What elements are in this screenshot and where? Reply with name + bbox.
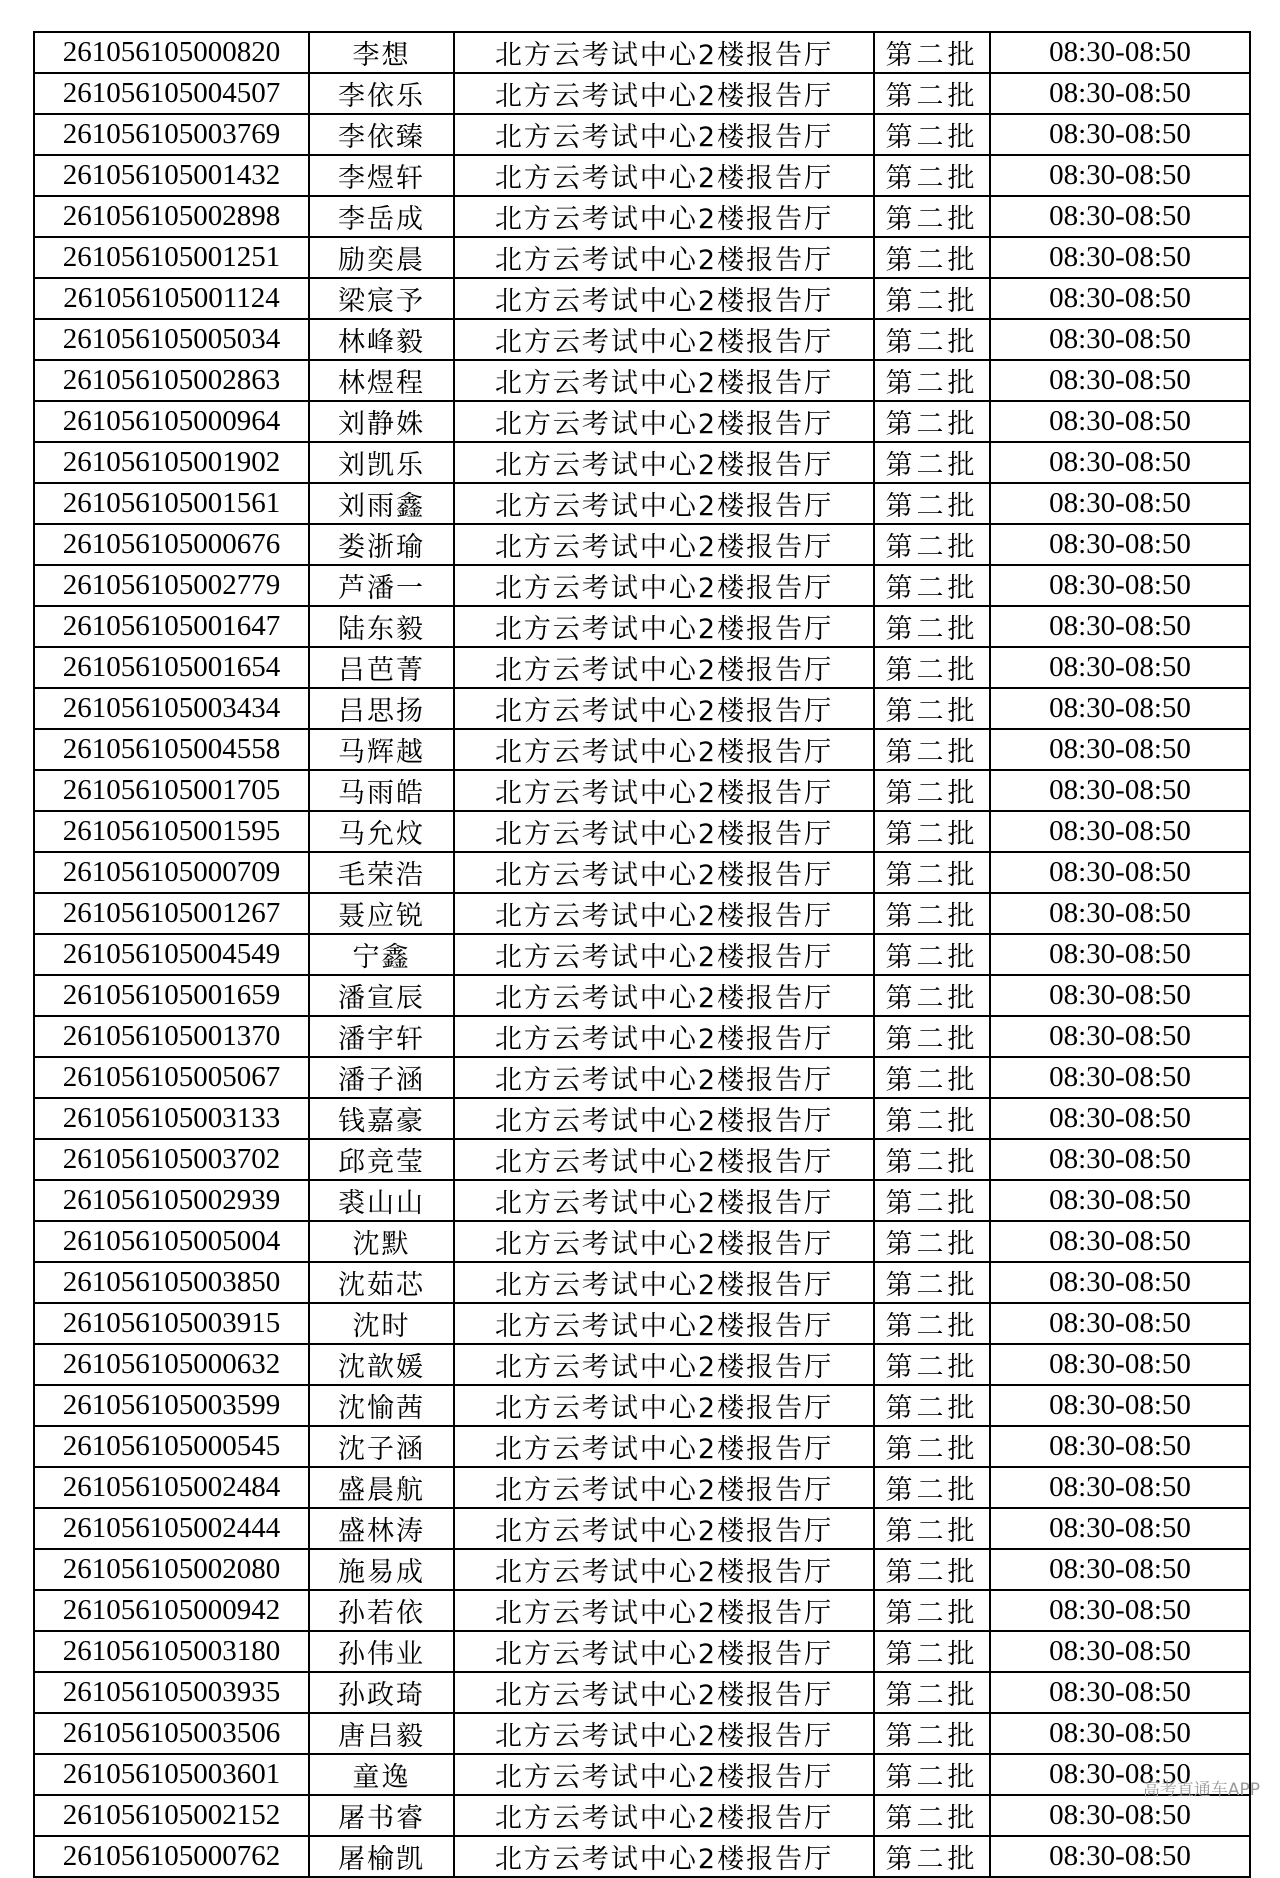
batch-cell: 第二批 (874, 565, 990, 606)
batch-cell: 第二批 (874, 442, 990, 483)
table-row (34, 1385, 1250, 1426)
batch-cell: 第二批 (874, 1385, 990, 1426)
candidate-name-cell: 施易成 (309, 1549, 454, 1590)
table-row (34, 1795, 1250, 1836)
time-slot-cell: 08:30-08:50 (990, 442, 1250, 483)
batch-cell: 第二批 (874, 360, 990, 401)
batch-cell: 第二批 (874, 1344, 990, 1385)
batch-cell: 第二批 (874, 811, 990, 852)
table-row (34, 483, 1250, 524)
time-slot-cell: 08:30-08:50 (990, 278, 1250, 319)
exam-location-cell: 北方云考试中心2楼报告厅 (454, 770, 874, 811)
candidate-id-cell: 261056105000676 (34, 524, 309, 565)
exam-location-cell: 北方云考试中心2楼报告厅 (454, 1795, 874, 1836)
candidate-id-cell: 261056105000632 (34, 1344, 309, 1385)
candidate-name-cell: 沈茹芯 (309, 1262, 454, 1303)
exam-location-cell: 北方云考试中心2楼报告厅 (454, 442, 874, 483)
exam-location-cell: 北方云考试中心2楼报告厅 (454, 1467, 874, 1508)
table-row (34, 893, 1250, 934)
candidate-id-cell: 261056105000545 (34, 1426, 309, 1467)
time-slot-cell: 08:30-08:50 (990, 1549, 1250, 1590)
exam-roster-table (33, 31, 1251, 1878)
time-slot-cell: 08:30-08:50 (990, 1057, 1250, 1098)
batch-cell: 第二批 (874, 483, 990, 524)
table-row (34, 647, 1250, 688)
candidate-id-cell: 261056105005004 (34, 1221, 309, 1262)
batch-cell: 第二批 (874, 647, 990, 688)
table-row (34, 196, 1250, 237)
batch-cell: 第二批 (874, 1303, 990, 1344)
candidate-id-cell: 261056105000709 (34, 852, 309, 893)
table-row (34, 1303, 1250, 1344)
candidate-name-cell: 孙若依 (309, 1590, 454, 1631)
candidate-name-cell: 童逸 (309, 1754, 454, 1795)
table-row (34, 1549, 1250, 1590)
watermark-text: 高考直通车APP (1142, 1780, 1260, 1800)
time-slot-cell: 08:30-08:50 (990, 975, 1250, 1016)
exam-location-cell: 北方云考试中心2楼报告厅 (454, 1139, 874, 1180)
exam-location-cell: 北方云考试中心2楼报告厅 (454, 1016, 874, 1057)
table-row (34, 770, 1250, 811)
candidate-name-cell: 李依乐 (309, 73, 454, 114)
candidate-id-cell: 261056105003915 (34, 1303, 309, 1344)
batch-cell: 第二批 (874, 1508, 990, 1549)
batch-cell: 第二批 (874, 155, 990, 196)
batch-cell: 第二批 (874, 1836, 990, 1877)
exam-location-cell: 北方云考试中心2楼报告厅 (454, 893, 874, 934)
candidate-id-cell: 261056105005067 (34, 1057, 309, 1098)
table-row (34, 1754, 1250, 1795)
candidate-name-cell: 屠榆凯 (309, 1836, 454, 1877)
candidate-name-cell: 潘宣辰 (309, 975, 454, 1016)
candidate-name-cell: 孙政琦 (309, 1672, 454, 1713)
table-row (34, 1467, 1250, 1508)
table-row (34, 1508, 1250, 1549)
batch-cell: 第二批 (874, 32, 990, 73)
exam-location-cell: 北方云考试中心2楼报告厅 (454, 73, 874, 114)
table-row (34, 114, 1250, 155)
time-slot-cell: 08:30-08:50 (990, 1467, 1250, 1508)
batch-cell: 第二批 (874, 934, 990, 975)
time-slot-cell: 08:30-08:50 (990, 1303, 1250, 1344)
exam-location-cell: 北方云考试中心2楼报告厅 (454, 1631, 874, 1672)
candidate-id-cell: 261056105002898 (34, 196, 309, 237)
batch-cell: 第二批 (874, 1057, 990, 1098)
candidate-id-cell: 261056105003850 (34, 1262, 309, 1303)
exam-location-cell: 北方云考试中心2楼报告厅 (454, 606, 874, 647)
table-row (34, 1139, 1250, 1180)
time-slot-cell: 08:30-08:50 (990, 1508, 1250, 1549)
candidate-name-cell: 刘雨鑫 (309, 483, 454, 524)
exam-location-cell: 北方云考试中心2楼报告厅 (454, 360, 874, 401)
batch-cell: 第二批 (874, 606, 990, 647)
batch-cell: 第二批 (874, 1549, 990, 1590)
exam-location-cell: 北方云考试中心2楼报告厅 (454, 1385, 874, 1426)
candidate-id-cell: 261056105004507 (34, 73, 309, 114)
candidate-id-cell: 261056105001432 (34, 155, 309, 196)
candidate-id-cell: 261056105002863 (34, 360, 309, 401)
candidate-name-cell: 钱嘉豪 (309, 1098, 454, 1139)
time-slot-cell: 08:30-08:50 (990, 32, 1250, 73)
candidate-name-cell: 屠书睿 (309, 1795, 454, 1836)
candidate-name-cell: 刘凯乐 (309, 442, 454, 483)
exam-location-cell: 北方云考试中心2楼报告厅 (454, 1098, 874, 1139)
exam-location-cell: 北方云考试中心2楼报告厅 (454, 1180, 874, 1221)
table-row (34, 811, 1250, 852)
time-slot-cell: 08:30-08:50 (990, 1754, 1250, 1795)
batch-cell: 第二批 (874, 688, 990, 729)
candidate-id-cell: 261056105001251 (34, 237, 309, 278)
candidate-name-cell: 孙伟业 (309, 1631, 454, 1672)
time-slot-cell: 08:30-08:50 (990, 770, 1250, 811)
table-row (34, 1590, 1250, 1631)
table-row (34, 73, 1250, 114)
candidate-id-cell: 261056105002152 (34, 1795, 309, 1836)
batch-cell: 第二批 (874, 1098, 990, 1139)
batch-cell: 第二批 (874, 524, 990, 565)
exam-location-cell: 北方云考试中心2楼报告厅 (454, 1590, 874, 1631)
exam-location-cell: 北方云考试中心2楼报告厅 (454, 1344, 874, 1385)
candidate-name-cell: 沈时 (309, 1303, 454, 1344)
candidate-name-cell: 沈子涵 (309, 1426, 454, 1467)
table-row (34, 934, 1250, 975)
candidate-name-cell: 裘山山 (309, 1180, 454, 1221)
time-slot-cell: 08:30-08:50 (990, 729, 1250, 770)
candidate-name-cell: 潘宇轩 (309, 1016, 454, 1057)
candidate-id-cell: 261056105001561 (34, 483, 309, 524)
batch-cell: 第二批 (874, 1262, 990, 1303)
table-row (34, 1836, 1250, 1877)
candidate-name-cell: 李依臻 (309, 114, 454, 155)
exam-location-cell: 北方云考试中心2楼报告厅 (454, 1057, 874, 1098)
candidate-id-cell: 261056105001902 (34, 442, 309, 483)
batch-cell: 第二批 (874, 1467, 990, 1508)
batch-cell: 第二批 (874, 1713, 990, 1754)
candidate-name-cell: 邱竞莹 (309, 1139, 454, 1180)
candidate-name-cell: 马允炆 (309, 811, 454, 852)
exam-location-cell: 北方云考试中心2楼报告厅 (454, 811, 874, 852)
time-slot-cell: 08:30-08:50 (990, 1672, 1250, 1713)
table-row (34, 729, 1250, 770)
exam-location-cell: 北方云考试中心2楼报告厅 (454, 852, 874, 893)
batch-cell: 第二批 (874, 975, 990, 1016)
candidate-id-cell: 261056105002080 (34, 1549, 309, 1590)
candidate-id-cell: 261056105001705 (34, 770, 309, 811)
exam-location-cell: 北方云考试中心2楼报告厅 (454, 1303, 874, 1344)
candidate-id-cell: 261056105001659 (34, 975, 309, 1016)
batch-cell: 第二批 (874, 770, 990, 811)
exam-location-cell: 北方云考试中心2楼报告厅 (454, 32, 874, 73)
candidate-name-cell: 沈愉茜 (309, 1385, 454, 1426)
time-slot-cell: 08:30-08:50 (990, 114, 1250, 155)
batch-cell: 第二批 (874, 73, 990, 114)
candidate-id-cell: 261056105005034 (34, 319, 309, 360)
candidate-id-cell: 261056105001267 (34, 893, 309, 934)
candidate-id-cell: 261056105002939 (34, 1180, 309, 1221)
batch-cell: 第二批 (874, 319, 990, 360)
table-row (34, 688, 1250, 729)
candidate-id-cell: 261056105000964 (34, 401, 309, 442)
time-slot-cell: 08:30-08:50 (990, 852, 1250, 893)
table-row (34, 319, 1250, 360)
roster-body (34, 32, 1250, 1877)
batch-cell: 第二批 (874, 1590, 990, 1631)
candidate-name-cell: 沈默 (309, 1221, 454, 1262)
table-row (34, 278, 1250, 319)
exam-location-cell: 北方云考试中心2楼报告厅 (454, 565, 874, 606)
time-slot-cell: 08:30-08:50 (990, 1631, 1250, 1672)
candidate-id-cell: 261056105004558 (34, 729, 309, 770)
candidate-name-cell: 马雨皓 (309, 770, 454, 811)
exam-location-cell: 北方云考试中心2楼报告厅 (454, 975, 874, 1016)
exam-location-cell: 北方云考试中心2楼报告厅 (454, 155, 874, 196)
table-row (34, 524, 1250, 565)
candidate-id-cell: 261056105001595 (34, 811, 309, 852)
candidate-id-cell: 261056105001654 (34, 647, 309, 688)
time-slot-cell: 08:30-08:50 (990, 73, 1250, 114)
exam-location-cell: 北方云考试中心2楼报告厅 (454, 278, 874, 319)
candidate-name-cell: 宁鑫 (309, 934, 454, 975)
time-slot-cell: 08:30-08:50 (990, 483, 1250, 524)
time-slot-cell: 08:30-08:50 (990, 688, 1250, 729)
candidate-name-cell: 毛荣浩 (309, 852, 454, 893)
exam-location-cell: 北方云考试中心2楼报告厅 (454, 1549, 874, 1590)
batch-cell: 第二批 (874, 1180, 990, 1221)
exam-location-cell: 北方云考试中心2楼报告厅 (454, 196, 874, 237)
exam-location-cell: 北方云考试中心2楼报告厅 (454, 401, 874, 442)
candidate-name-cell: 潘子涵 (309, 1057, 454, 1098)
batch-cell: 第二批 (874, 196, 990, 237)
batch-cell: 第二批 (874, 1754, 990, 1795)
time-slot-cell: 08:30-08:50 (990, 647, 1250, 688)
candidate-name-cell: 励奕晨 (309, 237, 454, 278)
time-slot-cell: 08:30-08:50 (990, 1016, 1250, 1057)
candidate-id-cell: 261056105003506 (34, 1713, 309, 1754)
candidate-id-cell: 261056105000762 (34, 1836, 309, 1877)
batch-cell: 第二批 (874, 1426, 990, 1467)
candidate-name-cell: 聂应锐 (309, 893, 454, 934)
exam-location-cell: 北方云考试中心2楼报告厅 (454, 934, 874, 975)
batch-cell: 第二批 (874, 1016, 990, 1057)
time-slot-cell: 08:30-08:50 (990, 319, 1250, 360)
exam-location-cell: 北方云考试中心2楼报告厅 (454, 237, 874, 278)
table-row (34, 155, 1250, 196)
batch-cell: 第二批 (874, 1795, 990, 1836)
exam-location-cell: 北方云考试中心2楼报告厅 (454, 1836, 874, 1877)
table-row (34, 1672, 1250, 1713)
batch-cell: 第二批 (874, 852, 990, 893)
candidate-id-cell: 261056105001647 (34, 606, 309, 647)
time-slot-cell: 08:30-08:50 (990, 360, 1250, 401)
candidate-id-cell: 261056105001124 (34, 278, 309, 319)
exam-location-cell: 北方云考试中心2楼报告厅 (454, 647, 874, 688)
table-row (34, 237, 1250, 278)
exam-location-cell: 北方云考试中心2楼报告厅 (454, 729, 874, 770)
time-slot-cell: 08:30-08:50 (990, 1590, 1250, 1631)
exam-location-cell: 北方云考试中心2楼报告厅 (454, 1713, 874, 1754)
candidate-name-cell: 陆东毅 (309, 606, 454, 647)
table-row (34, 565, 1250, 606)
time-slot-cell: 08:30-08:50 (990, 237, 1250, 278)
time-slot-cell: 08:30-08:50 (990, 1221, 1250, 1262)
candidate-name-cell: 林煜程 (309, 360, 454, 401)
time-slot-cell: 08:30-08:50 (990, 811, 1250, 852)
table-row (34, 852, 1250, 893)
table-row (34, 360, 1250, 401)
exam-location-cell: 北方云考试中心2楼报告厅 (454, 114, 874, 155)
time-slot-cell: 08:30-08:50 (990, 934, 1250, 975)
candidate-name-cell: 马辉越 (309, 729, 454, 770)
exam-location-cell: 北方云考试中心2楼报告厅 (454, 688, 874, 729)
time-slot-cell: 08:30-08:50 (990, 1795, 1250, 1836)
candidate-id-cell: 261056105002444 (34, 1508, 309, 1549)
time-slot-cell: 08:30-08:50 (990, 606, 1250, 647)
time-slot-cell: 08:30-08:50 (990, 196, 1250, 237)
candidate-name-cell: 李岳成 (309, 196, 454, 237)
batch-cell: 第二批 (874, 114, 990, 155)
exam-location-cell: 北方云考试中心2楼报告厅 (454, 1426, 874, 1467)
candidate-id-cell: 261056105000942 (34, 1590, 309, 1631)
exam-location-cell: 北方云考试中心2楼报告厅 (454, 483, 874, 524)
candidate-id-cell: 261056105003935 (34, 1672, 309, 1713)
candidate-name-cell: 芦潘一 (309, 565, 454, 606)
table-row (34, 1713, 1250, 1754)
batch-cell: 第二批 (874, 1221, 990, 1262)
candidate-name-cell: 梁宸予 (309, 278, 454, 319)
table-row (34, 1016, 1250, 1057)
batch-cell: 第二批 (874, 401, 990, 442)
candidate-name-cell: 吕芭菁 (309, 647, 454, 688)
table-row (34, 975, 1250, 1016)
time-slot-cell: 08:30-08:50 (990, 1344, 1250, 1385)
candidate-name-cell: 李想 (309, 32, 454, 73)
time-slot-cell: 08:30-08:50 (990, 524, 1250, 565)
table-row (34, 401, 1250, 442)
candidate-id-cell: 261056105003180 (34, 1631, 309, 1672)
table-row (34, 32, 1250, 73)
time-slot-cell: 08:30-08:50 (990, 1098, 1250, 1139)
candidate-name-cell: 盛林涛 (309, 1508, 454, 1549)
candidate-id-cell: 261056105003133 (34, 1098, 309, 1139)
table-row (34, 442, 1250, 483)
candidate-id-cell: 261056105002484 (34, 1467, 309, 1508)
exam-location-cell: 北方云考试中心2楼报告厅 (454, 524, 874, 565)
time-slot-cell: 08:30-08:50 (990, 1713, 1250, 1754)
candidate-id-cell: 261056105003434 (34, 688, 309, 729)
candidate-name-cell: 李煜轩 (309, 155, 454, 196)
candidate-name-cell: 沈歆媛 (309, 1344, 454, 1385)
table-row (34, 606, 1250, 647)
exam-location-cell: 北方云考试中心2楼报告厅 (454, 319, 874, 360)
exam-location-cell: 北方云考试中心2楼报告厅 (454, 1262, 874, 1303)
exam-location-cell: 北方云考试中心2楼报告厅 (454, 1508, 874, 1549)
time-slot-cell: 08:30-08:50 (990, 401, 1250, 442)
table-row (34, 1180, 1250, 1221)
batch-cell: 第二批 (874, 1672, 990, 1713)
time-slot-cell: 08:30-08:50 (990, 1385, 1250, 1426)
time-slot-cell: 08:30-08:50 (990, 1426, 1250, 1467)
candidate-name-cell: 吕思扬 (309, 688, 454, 729)
batch-cell: 第二批 (874, 237, 990, 278)
exam-location-cell: 北方云考试中心2楼报告厅 (454, 1672, 874, 1713)
table-row (34, 1426, 1250, 1467)
candidate-id-cell: 261056105001370 (34, 1016, 309, 1057)
time-slot-cell: 08:30-08:50 (990, 155, 1250, 196)
time-slot-cell: 08:30-08:50 (990, 1262, 1250, 1303)
batch-cell: 第二批 (874, 893, 990, 934)
exam-location-cell: 北方云考试中心2楼报告厅 (454, 1754, 874, 1795)
candidate-name-cell: 娄浙瑜 (309, 524, 454, 565)
candidate-id-cell: 261056105003599 (34, 1385, 309, 1426)
candidate-id-cell: 261056105004549 (34, 934, 309, 975)
candidate-id-cell: 261056105002779 (34, 565, 309, 606)
candidate-name-cell: 盛晨航 (309, 1467, 454, 1508)
time-slot-cell: 08:30-08:50 (990, 565, 1250, 606)
candidate-id-cell: 261056105003601 (34, 1754, 309, 1795)
table-row (34, 1262, 1250, 1303)
table-row (34, 1057, 1250, 1098)
time-slot-cell: 08:30-08:50 (990, 1180, 1250, 1221)
candidate-id-cell: 261056105003702 (34, 1139, 309, 1180)
batch-cell: 第二批 (874, 278, 990, 319)
candidate-id-cell: 261056105000820 (34, 32, 309, 73)
table-row (34, 1098, 1250, 1139)
candidate-name-cell: 林峰毅 (309, 319, 454, 360)
time-slot-cell: 08:30-08:50 (990, 893, 1250, 934)
table-row (34, 1221, 1250, 1262)
batch-cell: 第二批 (874, 729, 990, 770)
batch-cell: 第二批 (874, 1631, 990, 1672)
batch-cell: 第二批 (874, 1139, 990, 1180)
candidate-id-cell: 261056105003769 (34, 114, 309, 155)
exam-location-cell: 北方云考试中心2楼报告厅 (454, 1221, 874, 1262)
candidate-name-cell: 唐吕毅 (309, 1713, 454, 1754)
candidate-name-cell: 刘静姝 (309, 401, 454, 442)
time-slot-cell: 08:30-08:50 (990, 1139, 1250, 1180)
table-row (34, 1344, 1250, 1385)
table-row (34, 1631, 1250, 1672)
time-slot-cell: 08:30-08:50 (990, 1836, 1250, 1877)
